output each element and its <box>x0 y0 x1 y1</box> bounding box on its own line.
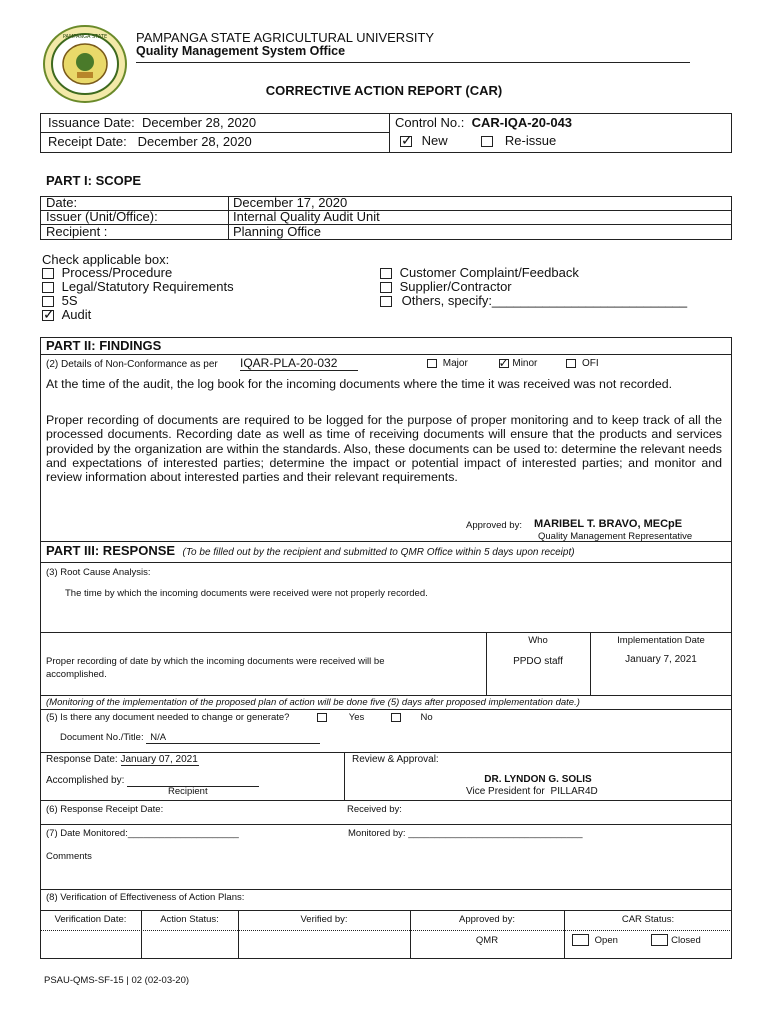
issue-type-row <box>400 133 556 148</box>
issuance-vdivider <box>389 113 390 153</box>
response-date-value[interactable]: January 07, 2021 <box>120 754 198 765</box>
q5-label: (5) Is there any document needed to change or generate? <box>46 712 290 723</box>
who-header: Who <box>528 635 548 646</box>
check-complaint <box>380 266 687 280</box>
details-label: (2) Details of Non-Conformance as per <box>46 359 218 370</box>
monitored-divider <box>40 824 732 825</box>
legal-label: Legal/Statutory Requirements <box>61 279 234 294</box>
new-checkbox[interactable] <box>400 136 412 147</box>
closed-label: Closed <box>671 934 701 946</box>
root-cause-divider <box>40 562 732 563</box>
root-cause-label: (3) Root Cause Analysis: <box>46 567 151 578</box>
part2-divider <box>40 354 732 355</box>
supplier-label: Supplier/Contractor <box>399 279 512 294</box>
svg-text:PAMPANGA STATE: PAMPANGA STATE <box>62 34 108 40</box>
document-value[interactable]: N/A <box>146 732 320 744</box>
issuance-label: Issuance Date: <box>48 115 135 130</box>
part1-heading: PART I: SCOPE <box>46 173 142 188</box>
audit-label: Audit <box>61 307 92 322</box>
review-label: Review & Approval: <box>352 754 439 765</box>
nc-reference: IQAR-PLA-20-032 <box>240 356 358 371</box>
check-heading: Check applicable box: <box>42 252 170 267</box>
action-text: Proper recording of date by which the incoming documents were received will be accomplished. <box>46 656 385 680</box>
complaint-label: Customer Complaint/Feedback <box>399 265 579 280</box>
scope-label-date: Date: <box>46 195 78 210</box>
verification-table-top <box>40 910 732 911</box>
part2-heading: PART II: FINDINGS <box>46 338 162 353</box>
scope-col-divider <box>228 196 229 240</box>
reviewer-title: Vice President for <box>466 786 545 797</box>
impl-header: Implementation Date <box>617 635 705 646</box>
check-left-group <box>42 266 234 322</box>
check-audit <box>42 308 234 322</box>
check-process <box>42 266 234 280</box>
scope-row-divider-2 <box>40 224 732 225</box>
part3-note: (To be filled out by the recipient and submitted to QMR Office within 5 days upon receipt) <box>182 547 575 558</box>
process-checkbox[interactable] <box>42 268 54 279</box>
check-right-group <box>380 266 687 308</box>
reviewer-name: DR. LYNDON G. SOLIS <box>484 774 592 785</box>
document-row <box>60 732 320 744</box>
receipt-label: Receipt Date: <box>48 134 127 149</box>
document-title: CORRECTIVE ACTION REPORT (CAR) <box>265 83 503 98</box>
reviewer-unit: PILLAR4D <box>550 786 598 797</box>
received-by-label: Received by: <box>347 804 402 815</box>
ver-header-approved: Approved by: <box>459 914 515 925</box>
part3-header <box>46 542 575 560</box>
check-5s <box>42 294 234 308</box>
no-checkbox[interactable] <box>391 713 401 722</box>
major-checkbox[interactable] <box>427 359 437 368</box>
university-name: PAMPANGA STATE AGRICULTURAL UNIVERSITY <box>136 30 435 45</box>
control-number: CAR-IQA-20-043 <box>471 115 573 130</box>
form-code: PSAU-QMS-SF-15 | 02 (02-03-20) <box>44 975 190 986</box>
ver-header-verified: Verified by: <box>300 914 348 925</box>
new-label: New <box>421 133 448 148</box>
response-divider <box>40 752 732 753</box>
impl-date-value: January 7, 2021 <box>625 654 697 665</box>
ver-header-status: Action Status: <box>160 914 219 925</box>
receipt-date-row <box>48 134 252 149</box>
car-status-row <box>572 934 701 946</box>
root-cause-text: The time by which the incoming documents were received were not properly recorded. <box>65 588 428 599</box>
comments-label: Comments <box>46 851 92 862</box>
open-label: Open <box>594 934 618 946</box>
no-label: No <box>420 712 433 723</box>
approver-name: MARIBEL T. BRAVO, MECpE <box>534 518 683 530</box>
date-monitored-label: (7) Date Monitored:_____________________ <box>46 828 239 839</box>
ofi-label: OFI <box>581 358 599 369</box>
others-label: Others, specify:___________________________ <box>401 293 688 308</box>
verification-header-divider <box>40 930 732 931</box>
yes-checkbox[interactable] <box>317 713 327 722</box>
part3-heading: PART III: RESPONSE <box>46 543 176 558</box>
verification-divider <box>40 889 732 890</box>
check-supplier <box>380 280 687 294</box>
monitored-by-label: Monitored by: _________________________________ <box>348 828 583 839</box>
finding-paragraph-1: At the time of the audit, the log book for the incoming documents where the time it was received was not recorded. <box>46 377 673 391</box>
issuance-date: December 28, 2020 <box>141 115 257 130</box>
reissue-checkbox[interactable] <box>481 136 493 147</box>
ver-header-date: Verification Date: <box>54 914 127 925</box>
approver-title: Quality Management Representative <box>538 531 693 542</box>
q5-row <box>46 712 433 723</box>
receipt-divider <box>40 800 732 801</box>
scope-value-recipient: Planning Office <box>233 224 321 239</box>
accomplished-label: Accomplished by: <box>46 775 125 786</box>
open-checkbox[interactable] <box>572 934 589 946</box>
response-date-label: Response Date: <box>46 754 118 765</box>
supplier-checkbox[interactable] <box>380 282 392 293</box>
others-checkbox[interactable] <box>380 296 392 307</box>
monitoring-divider <box>40 695 732 696</box>
legal-checkbox[interactable] <box>42 282 54 293</box>
check-others <box>380 294 687 308</box>
closed-checkbox[interactable] <box>651 934 668 946</box>
minor-checkbox[interactable] <box>499 359 509 368</box>
finding-paragraph-2: Proper recording of documents are required to be logged for the purpose of proper monitoring and to keep track of all the processed documents. Recording date as well as time of receiving documents will ensure that the products and services provided by the organization are within the standards. Also, these documents can be used to: determine the relevant needs and expectations of interested parties; determine the impact or potential impact of interested parties; and monitor and review information about interested parties and their relevant requirements. <box>46 413 722 485</box>
accomplished-row <box>46 775 259 787</box>
response-date-row <box>46 754 199 766</box>
severity-row <box>427 358 599 369</box>
receipt-date: December 28, 2020 <box>137 134 252 149</box>
scope-label-issuer: Issuer (Unit/Office): <box>46 209 158 224</box>
complaint-checkbox[interactable] <box>380 268 392 279</box>
action-divider <box>40 632 732 633</box>
issuance-date-row <box>48 115 256 130</box>
check-legal <box>42 280 234 294</box>
approved-by-label: Approved by: <box>466 520 522 531</box>
process-label: Process/Procedure <box>61 265 173 280</box>
yes-label: Yes <box>348 712 365 723</box>
qmr-label: QMR <box>475 935 499 946</box>
scope-value-issuer: Internal Quality Audit Unit <box>233 209 380 224</box>
header-rule <box>136 62 690 63</box>
major-label: Major <box>442 358 468 369</box>
control-label: Control No.: <box>395 115 465 130</box>
q5-divider <box>40 709 732 710</box>
office-name: Quality Management System Office <box>136 44 346 58</box>
response-receipt-label: (6) Response Receipt Date: <box>46 804 164 815</box>
reviewer-title-row <box>466 786 598 797</box>
reissue-label: Re-issue <box>504 133 557 148</box>
5s-label: 5S <box>61 293 78 308</box>
minor-label: Minor <box>512 358 538 369</box>
monitoring-note: (Monitoring of the implementation of the proposed plan of action will be done five (5) days after proposed implementation date.) <box>46 697 580 708</box>
scope-label-recipient: Recipient : <box>46 224 108 239</box>
document-label: Document No./Title: <box>60 732 144 743</box>
who-value: PPDO staff <box>513 656 563 667</box>
scope-value-date: December 17, 2020 <box>233 195 348 210</box>
recipient-caption: Recipient <box>168 786 208 797</box>
issuance-divider <box>40 132 390 133</box>
ver-header-car-status: CAR Status: <box>621 914 675 925</box>
control-row <box>395 115 572 130</box>
audit-checkbox[interactable] <box>42 310 54 321</box>
verification-label: (8) Verification of Effectiveness of Action Plans: <box>46 892 245 903</box>
ofi-checkbox[interactable] <box>566 359 576 368</box>
